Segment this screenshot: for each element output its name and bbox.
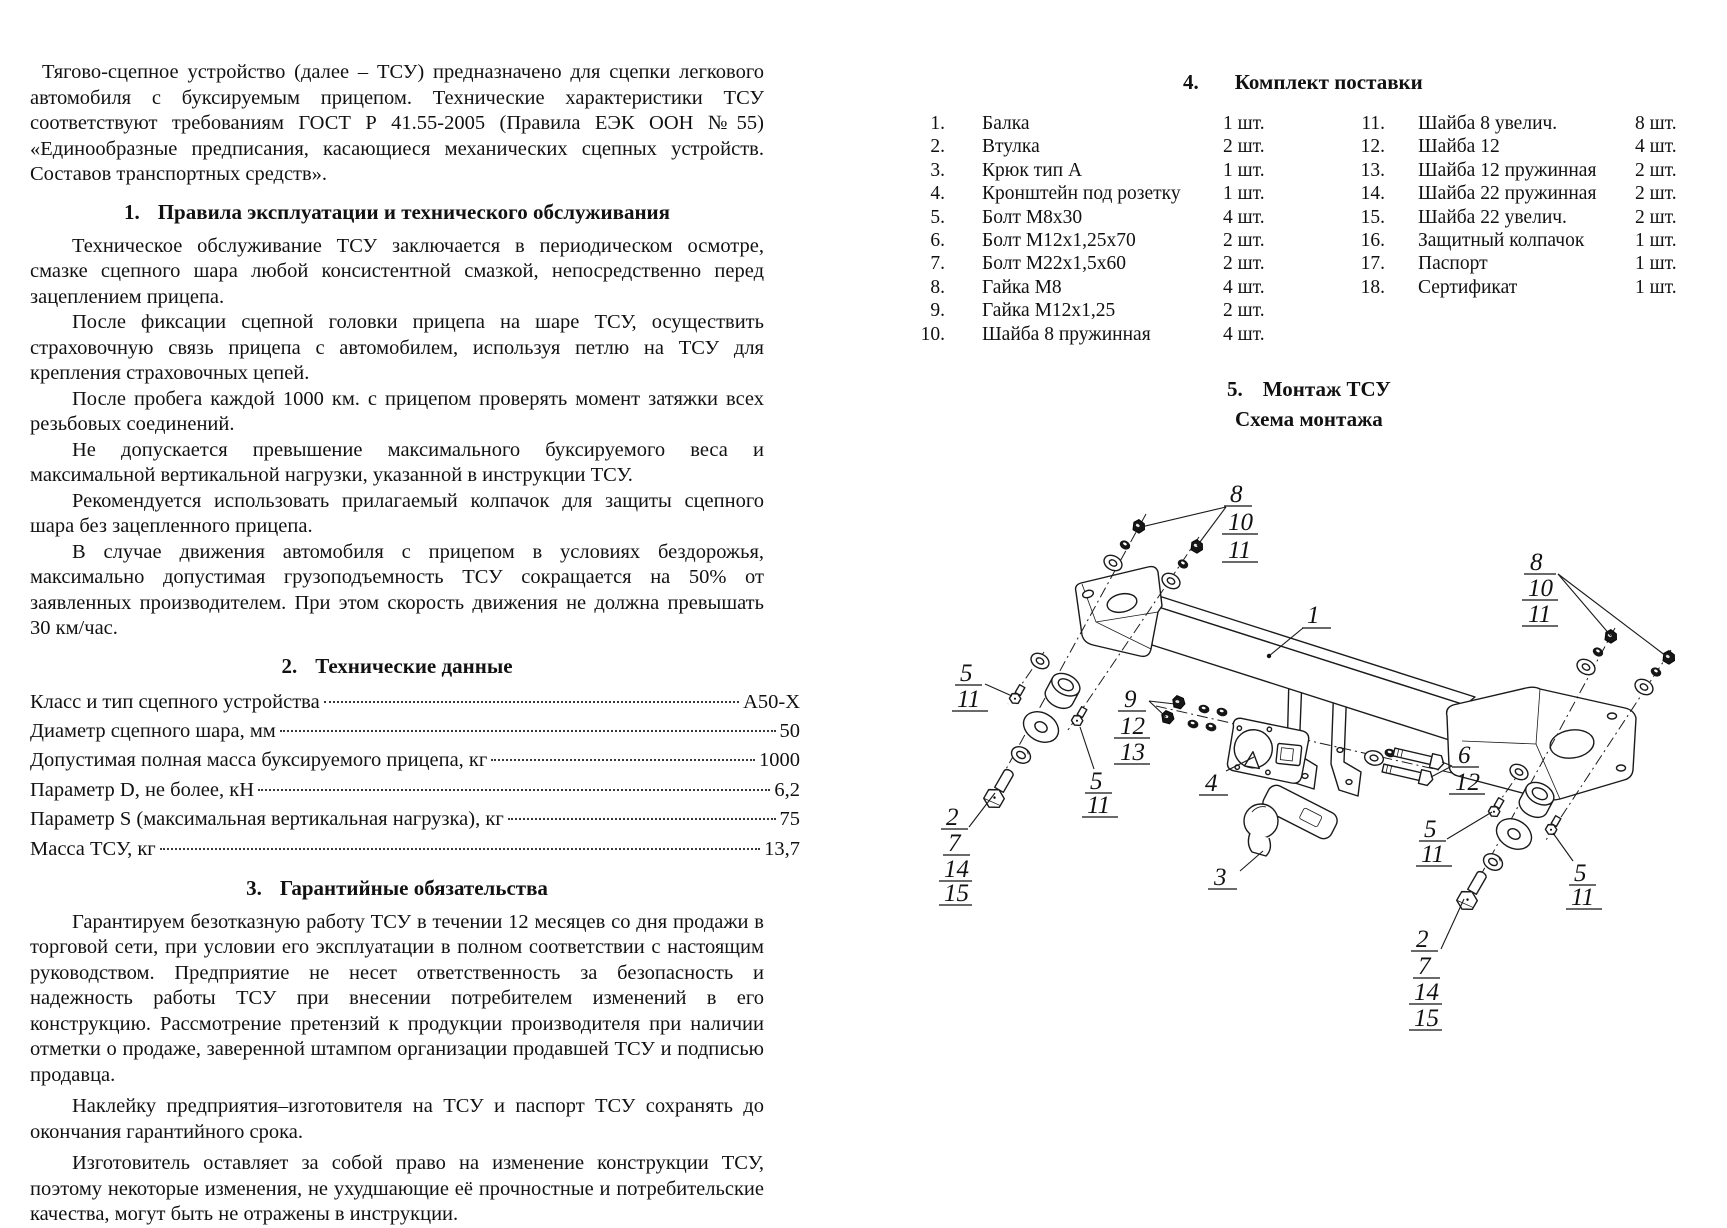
svg-text:10: 10 xyxy=(1228,509,1253,536)
part-number: 16. xyxy=(1360,230,1385,251)
part-number: 3. xyxy=(930,160,945,181)
part-number: 18. xyxy=(1360,277,1385,298)
part-number: 9. xyxy=(930,300,945,321)
section-5-title: Монтаж ТСУ xyxy=(1262,377,1391,401)
part-number: 10. xyxy=(920,324,945,345)
svg-text:13: 13 xyxy=(1120,739,1145,766)
part-number: 7. xyxy=(930,253,945,274)
callout-2-7-14-15-left xyxy=(939,804,972,907)
paragraph: Гарантируем безотказную работу ТСУ в течении 12 месяцев со дня продажи в торговой сети, при условии его эксплуатации в полном соответствии с настоящим руководством. Предприятие не несет ответственность за безопасность и надежность работы ТСУ при внесении потребителем изменений в его конструкцию. Рассмотрение претензий к продукции производителя при наличии отметки о продаже, заверенной штампом организации продавшей ТСУ и подписью продавца. xyxy=(30,910,764,1086)
part-qty: 2 шт. xyxy=(1635,183,1677,204)
spec-row xyxy=(30,717,800,746)
paragraph: Рекомендуется использовать прилагаемый колпачок для защиты сцепного шара без зацепленного прицепа. xyxy=(30,489,764,537)
section-1-heading xyxy=(30,199,764,226)
svg-text:3: 3 xyxy=(1214,864,1227,891)
paragraph: Техническое обслуживание ТСУ заключается в периодическом осмотре, смазке сцепного шара любой консистентной смазкой, непосредственно перед зацеплением прицепа. xyxy=(30,234,764,308)
parts-row xyxy=(840,183,1727,206)
part-qty: 2 шт. xyxy=(1223,253,1265,274)
section-1-title: Правила эксплуатации и технического обслуживания xyxy=(157,199,671,224)
part-name: Гайка М8 xyxy=(982,277,1062,298)
svg-text:11: 11 xyxy=(1228,537,1252,564)
dot-leader xyxy=(258,789,770,791)
part-number: 14. xyxy=(1360,183,1385,204)
part-number: 4. xyxy=(930,183,945,204)
part-number: 2. xyxy=(930,136,945,157)
svg-text:5: 5 xyxy=(960,660,973,687)
part-name: Болт М22х1,5х60 xyxy=(982,253,1127,274)
svg-text:8: 8 xyxy=(1530,549,1543,576)
part-name: Сертификат xyxy=(1418,277,1518,298)
section-4-title: Комплект поставки xyxy=(1234,70,1423,94)
parts-row xyxy=(840,277,1727,300)
spec-row xyxy=(30,776,800,805)
part-qty: 4 шт. xyxy=(1223,324,1265,345)
svg-text:5: 5 xyxy=(1424,816,1437,843)
technical-data-list xyxy=(30,688,800,864)
part-name: Шайба 12 xyxy=(1418,136,1500,157)
svg-text:11: 11 xyxy=(957,686,981,713)
part-number: 13. xyxy=(1360,160,1385,181)
part-number: 5. xyxy=(930,207,945,228)
callout-5-11-mid-left xyxy=(1082,768,1118,819)
part-qty: 1 шт. xyxy=(1635,230,1677,251)
spec-value: 50 xyxy=(779,719,800,742)
spec-row xyxy=(30,688,800,717)
section-3-heading xyxy=(30,875,764,902)
part-number: 6. xyxy=(930,230,945,251)
svg-text:6: 6 xyxy=(1458,742,1471,769)
callout-8-10-11-right xyxy=(1522,549,1558,628)
parts-row xyxy=(840,253,1727,276)
callout-3 xyxy=(1208,864,1237,891)
spec-label: Допустимая полная масса буксируемого прицепа, кг xyxy=(30,749,488,772)
part-name: Паспорт xyxy=(1418,253,1488,274)
spec-value: 13,7 xyxy=(764,837,800,860)
spec-value: 6,2 xyxy=(774,778,800,801)
svg-text:12: 12 xyxy=(1120,713,1145,740)
svg-text:2: 2 xyxy=(1416,926,1429,953)
paragraph: Изготовитель оставляет за собой право на изменение конструкции ТСУ, поэтому некоторые изменения, не ухудшающие её прочностные и потребительские качества, могут быть не отражены в инструкции. xyxy=(30,1152,764,1226)
svg-text:1: 1 xyxy=(1307,602,1320,629)
section-1-number: 1. xyxy=(123,199,140,224)
svg-text:9: 9 xyxy=(1124,686,1137,713)
part-name: Шайба 22 увелич. xyxy=(1418,207,1567,228)
svg-text:5: 5 xyxy=(1574,860,1587,887)
spec-value: 1000 xyxy=(759,749,800,772)
part-qty: 2 шт. xyxy=(1635,207,1677,228)
callout-4 xyxy=(1199,770,1228,797)
part-name: Шайба 8 увелич. xyxy=(1418,113,1558,134)
svg-text:4: 4 xyxy=(1205,770,1218,797)
section-2-title: Технические данные xyxy=(315,653,513,678)
spec-row xyxy=(30,835,800,864)
part-qty: 1 шт. xyxy=(1635,277,1677,298)
section-3-number: 3. xyxy=(246,875,262,900)
section-2-number: 2. xyxy=(281,653,298,678)
svg-text:15: 15 xyxy=(1414,1005,1439,1032)
parts-row xyxy=(840,113,1727,136)
paragraph: Наклейку предприятия–изготовителя на ТСУ и паспорт ТСУ сохранять до окончания гарантийного срока. xyxy=(30,1095,764,1143)
section-2-heading xyxy=(30,653,764,680)
svg-text:2: 2 xyxy=(946,804,959,831)
svg-text:11: 11 xyxy=(1087,792,1111,819)
svg-text:10: 10 xyxy=(1528,575,1553,602)
callout-5-11-right-mid xyxy=(1416,816,1452,868)
spec-row xyxy=(30,746,800,775)
svg-text:15: 15 xyxy=(944,880,969,907)
paragraph: После фиксации сцепной головки прицепа на шаре ТСУ, осуществить страховочную связь прицепа с автомобилем, используя петлю на ТСУ для крепления страховочных цепей. xyxy=(30,311,764,384)
callout-1 xyxy=(1302,602,1331,629)
svg-text:12: 12 xyxy=(1455,769,1480,796)
parts-row xyxy=(840,136,1727,159)
dot-leader xyxy=(280,730,776,732)
paragraph: В случае движения автомобиля с прицепом в условиях бездорожья, максимально допустимая грузоподъемность ТСУ сокращается на 50% от заявленных производителем. При этом скорость движения не должна превышать 30 км/час. xyxy=(30,540,764,639)
assembly-diagram xyxy=(840,430,1727,1110)
part-name: Шайба 8 пружинная xyxy=(982,324,1151,345)
part-qty: 1 шт. xyxy=(1635,253,1677,274)
part-number: 1. xyxy=(930,113,945,134)
callout-9-12-13 xyxy=(1114,686,1150,766)
part-qty: 8 шт. xyxy=(1635,113,1677,134)
part-number: 12. xyxy=(1360,136,1385,157)
paragraph: Не допускается превышение максимального буксируемого веса и максимальной вертикальной нагрузки, указанной в инструкции ТСУ. xyxy=(30,438,764,486)
part-number: 11. xyxy=(1361,113,1385,134)
part-name: Болт М12х1,25х70 xyxy=(982,230,1136,251)
parts-row xyxy=(840,300,1727,323)
part-qty: 2 шт. xyxy=(1635,160,1677,181)
callout-5-11-far-left xyxy=(952,660,988,713)
spec-label: Параметр D, не более, кН xyxy=(30,778,255,801)
dot-leader xyxy=(324,701,739,703)
dot-leader xyxy=(491,759,755,761)
part-name: Шайба 12 пружинная xyxy=(1418,160,1597,181)
part-qty: 1 шт. xyxy=(1223,183,1265,204)
section-5-number: 5. xyxy=(1227,377,1243,401)
part-qty: 1 шт. xyxy=(1223,113,1265,134)
section-4-heading xyxy=(1183,70,1423,95)
dot-leader xyxy=(160,848,760,850)
callout-5-11-right xyxy=(1566,860,1602,911)
callout-8-10-11-left xyxy=(1222,481,1258,564)
parts-row xyxy=(840,324,1727,347)
part-qty: 1 шт. xyxy=(1223,160,1265,181)
spec-label: Диаметр сцепного шара, мм xyxy=(30,719,276,742)
part-name: Гайка М12х1,25 xyxy=(982,300,1116,321)
intro-paragraph: Тягово-сцепное устройство (далее – ТСУ) предназначено для сцепки легкового автомобиля с буксируемым прицепом. Технические характеристики ТСУ соответствуют требованиям ГОСТ Р 41.55-2005 (Правила ЕЭК ООН №55) «Единообразные предписания, касающиеся механических сцепных устройств. Составов транспортных средств». xyxy=(30,61,764,185)
svg-text:14: 14 xyxy=(1414,979,1439,1006)
part-name: Кронштейн под розетку xyxy=(982,183,1181,204)
part-name: Втулка xyxy=(982,136,1040,157)
part-qty: 2 шт. xyxy=(1223,136,1265,157)
svg-text:5: 5 xyxy=(1090,768,1103,795)
spec-label: Масса ТСУ, кг xyxy=(30,837,156,860)
section-5-heading xyxy=(1227,377,1391,402)
part-qty: 4 шт. xyxy=(1223,207,1265,228)
spec-value: 75 xyxy=(779,808,800,831)
section-3-title: Гарантийные обязательства xyxy=(279,875,548,900)
left-text-column xyxy=(30,60,800,1228)
part-name: Крюк тип А xyxy=(982,160,1083,181)
part-name: Защитный колпачок xyxy=(1418,230,1585,251)
part-number: 8. xyxy=(930,277,945,298)
part-qty: 2 шт. xyxy=(1223,230,1265,251)
dot-leader xyxy=(508,818,776,820)
callout-2-7-14-15-right xyxy=(1409,926,1442,1032)
part-qty: 4 шт. xyxy=(1223,277,1265,298)
svg-text:7: 7 xyxy=(1418,953,1431,980)
part-qty: 4 шт. xyxy=(1635,136,1677,157)
svg-text:14: 14 xyxy=(944,856,969,883)
svg-text:11: 11 xyxy=(1571,884,1595,911)
paragraph: После пробега каждой 1000 км. с прицепом проверять момент затяжки всех резьбовых соединений. xyxy=(30,387,764,435)
part-qty: 2 шт. xyxy=(1223,300,1265,321)
svg-text:11: 11 xyxy=(1528,601,1552,628)
part-number: 17. xyxy=(1360,253,1385,274)
part-name: Шайба 22 пружинная xyxy=(1418,183,1597,204)
part-number: 15. xyxy=(1360,207,1385,228)
svg-text:8: 8 xyxy=(1230,481,1243,508)
parts-row xyxy=(840,207,1727,230)
spec-label: Параметр S (максимальная вертикальная нагрузка), кг xyxy=(30,808,504,831)
section-4-number: 4. xyxy=(1183,70,1199,94)
spec-label: Класс и тип сцепного устройства xyxy=(30,690,320,713)
diagram-subtitle: Схема монтажа xyxy=(1235,407,1383,431)
svg-text:7: 7 xyxy=(948,830,961,857)
svg-text:11: 11 xyxy=(1421,841,1445,868)
part-name: Болт М8х30 xyxy=(982,207,1083,228)
spec-value: А50-X xyxy=(743,690,800,713)
parts-row xyxy=(840,160,1727,183)
tow-hook xyxy=(1244,782,1340,856)
part-name: Балка xyxy=(982,113,1030,134)
parts-row xyxy=(840,230,1727,253)
spec-row xyxy=(30,805,800,834)
